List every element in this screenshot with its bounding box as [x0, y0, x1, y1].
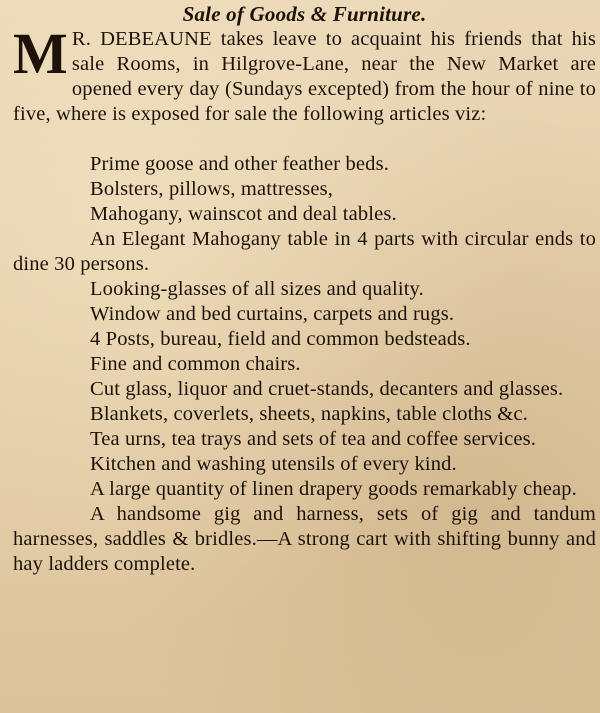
list-item: Fine and common chairs. — [90, 353, 301, 375]
list-item: A large quantity of linen drapery goods remarkably cheap. — [90, 478, 577, 500]
list-item: Looking-glasses of all sizes and quality. — [90, 278, 424, 300]
list-item: Cut glass, liquor and cruet-stands, decanters and glasses. — [90, 378, 564, 400]
list-item: Tea urns, tea trays and sets of tea and coffee services. — [90, 428, 537, 450]
list-item: A handsome gig and harness, sets of gig and tandum harnesses, saddles & bridles.—A strong cart with shifting bunny and hay ladders complete. — [13, 503, 596, 575]
list-item: Window and bed curtains, carpets and rugs. — [90, 303, 455, 325]
list-item: Mahogany, wainscot and deal tables. — [90, 203, 397, 225]
advertisement-heading: Sale of Goods & Furniture. — [182, 2, 427, 26]
list-item: Blankets, coverlets, sheets, napkins, table cloths &c. — [90, 403, 528, 425]
intro-text: R. DEBEAUNE takes leave to acquaint his friends that his sale Rooms, in Hilgrove-Lane, near the New Market are opened every day (Sundays excepted) from the hour of nine to five, where is exposed for sale the following articles viz: — [13, 28, 596, 125]
list-item: 4 Posts, bureau, field and common bedsteads. — [90, 328, 471, 350]
list-item: An Elegant Mahogany table in 4 parts with circular ends to dine 30 persons. — [13, 228, 596, 275]
list-item: Bolsters, pillows, mattresses, — [90, 178, 334, 200]
intro-paragraph — [13, 21, 596, 152]
drop-cap-letter: M — [13, 21, 68, 86]
list-item: Prime goose and other feather beds. — [90, 153, 389, 175]
list-item: Kitchen and washing utensils of every kind. — [90, 453, 457, 475]
